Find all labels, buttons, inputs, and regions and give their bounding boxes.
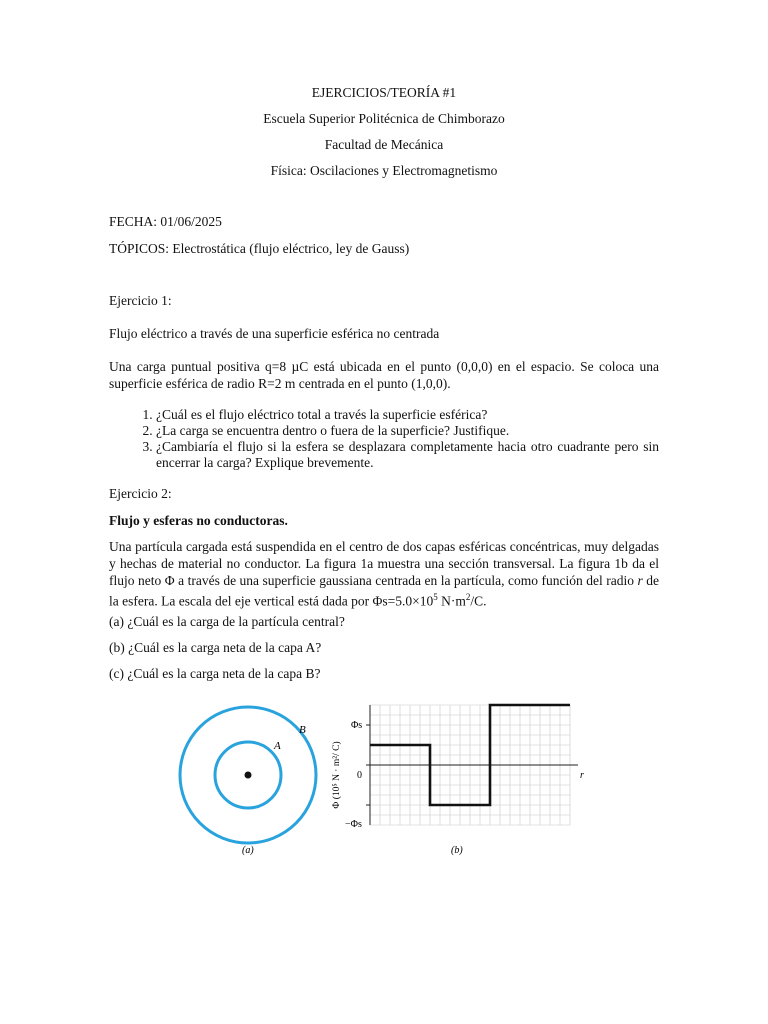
exercise1-statement: Una carga puntual positiva q=8 µC está ubicada en el punto (0,0,0) en el espacio. Se coloca una superficie esférica de radio R=2 m centrada en el punto (1,0,0). xyxy=(109,359,659,391)
central-particle xyxy=(245,772,252,779)
date-line: FECHA: 01/06/2025 xyxy=(109,214,222,229)
plot-grid xyxy=(366,705,578,825)
exercise1-question: 1. ¿Cuál es el flujo eléctrico total a través la superficie esférica? xyxy=(156,407,659,423)
exercise1-question-list xyxy=(109,407,659,471)
figure-b-flux-plot xyxy=(325,700,595,860)
ytick-zero: 0 xyxy=(357,770,362,781)
x-axis-label: r xyxy=(580,770,584,781)
y-axis-label: Φ (10⁵ N · m²/ C) xyxy=(332,741,342,809)
exercise1-title: Flujo eléctrico a través de una superficie esférica no centrada xyxy=(109,326,440,341)
exercise2-question: (b) ¿Cuál es la carga neta de la capa A? xyxy=(109,640,322,655)
ytick-top: Φs xyxy=(351,720,363,731)
topics-line: TÓPICOS: Electrostática (flujo eléctrico, ley de Gauss) xyxy=(109,241,410,256)
label-b: B xyxy=(299,724,306,736)
institution-name: Escuela Superior Politécnica de Chimborazo xyxy=(263,111,505,126)
course-name: Física: Oscilaciones y Electromagnetismo xyxy=(270,163,498,178)
exercise1-heading: Ejercicio 1: xyxy=(109,293,172,308)
exercise2-title: Flujo y esferas no conductoras. xyxy=(109,513,288,528)
exercise2-question: (a) ¿Cuál es la carga de la partícula central? xyxy=(109,614,345,629)
exercise2-heading: Ejercicio 2: xyxy=(109,486,172,501)
ytick-bottom: −Φs xyxy=(345,819,362,830)
label-a: A xyxy=(274,740,281,752)
faculty-name: Facultad de Mecánica xyxy=(324,137,444,152)
figure-a-caption: (a) xyxy=(242,845,254,856)
document-title: EJERCICIOS/TEORÍA #1 xyxy=(311,85,457,100)
exercise2-question: (c) ¿Cuál es la carga neta de la capa B? xyxy=(109,666,321,681)
exercise1-question: 3. ¿Cambiaría el flujo si la esfera se desplazara completamente hacia otro cuadrante pero sin encerrar la carga? Explique brevemente. xyxy=(156,439,659,471)
figure-a-shells xyxy=(170,700,330,860)
figure-b-caption: (b) xyxy=(451,845,463,856)
exercise1-question: 2. ¿La carga se encuentra dentro o fuera de la superficie? Justifique. xyxy=(156,423,659,439)
exercise2-statement: Una partícula cargada está suspendida en el centro de dos capas esféricas concéntricas, muy delgadas y hechas de material no conductor. La figura 1a muestra una sección transversal. La figura 1b da el flujo neto Φ a través de una superficie gaussiana centrada en la partícula, como función del radio r de la esfera. La escala del eje vertical está dada por $\Phi s=5.0\times 10^5$ $N\cdot m^2/C$. xyxy=(109,539,659,609)
